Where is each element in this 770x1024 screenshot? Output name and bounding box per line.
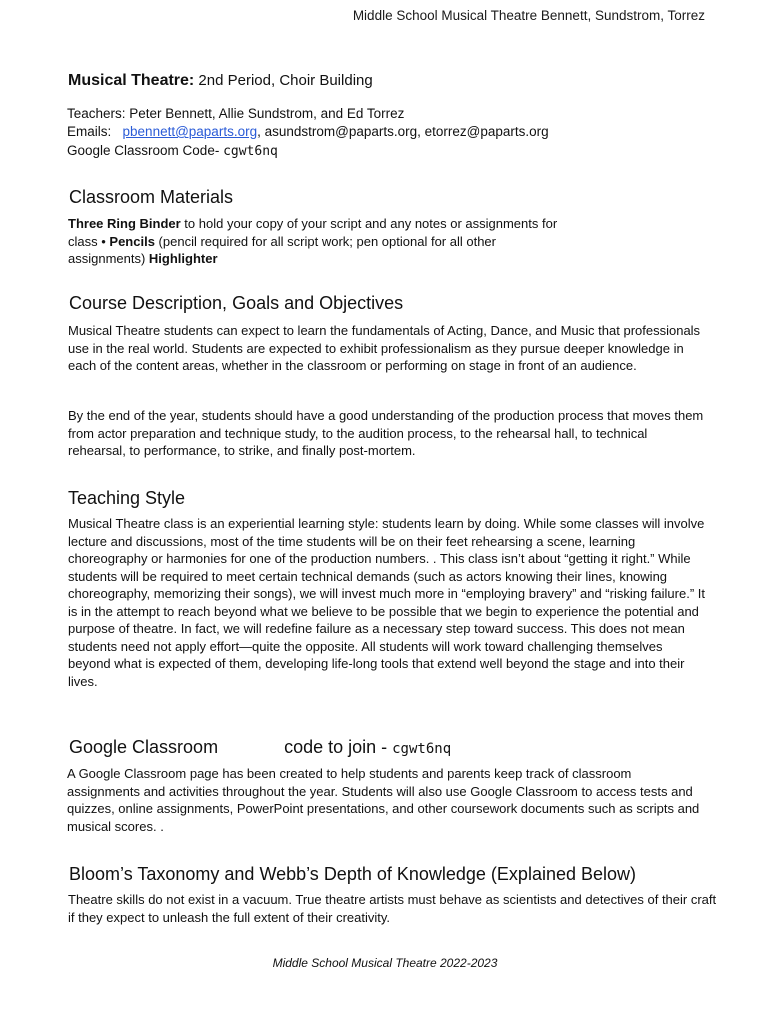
emails-rest: , asundstrom@paparts.org, etorrez@paparts.org (257, 124, 549, 139)
course-description-heading: Course Description, Goals and Objectives (69, 293, 404, 313)
google-classroom-title: Google Classroom (69, 737, 219, 757)
google-classroom-join-label: code to join - (284, 737, 393, 757)
material-pencils: Pencils (109, 233, 155, 249)
material-pencils-desc: (pencil required for all script work; pen optional for all other (154, 233, 496, 249)
teaching-style-para: Musical Theatre class is an experiential learning style: students learn by doing. While some classes will involve lecture and discussions, most of the time students will be on their feet rehearsing a scene, learning choreography or harmonies for one of the production numbers. . This class isn’t about “getting it right.” While students will be required to meet certain technical demands (such as actors knowing their lines, knowing choreography, memorizing their songs), we will invest much more in “employing bravery” and “risking failure.” It is in the attempt to reach beyond what we believe to be possible that we begin to experience the potential and purpose of theatre. In fact, we will redefine failure as a necessary step toward success. This does not mean students need not apply effort—quite the opposite. All students will work toward challenging themselves beyond what is expected of them, developing life-long tools that extend well beyond the stage and into their lives. (68, 516, 705, 689)
page-footer: Middle School Musical Theatre 2022-2023 (272, 956, 498, 970)
email-link-pbennett[interactable]: pbennett@paparts.org (122, 124, 258, 139)
running-header: Middle School Musical Theatre Bennett, Sundstrom, Torrez (352, 8, 705, 23)
google-classroom-code: cgwt6nq (392, 741, 452, 757)
teachers-line: Teachers: Peter Bennett, Allie Sundstrom, and Ed Torrez (67, 106, 405, 121)
course-name: Musical Theatre: (68, 72, 195, 89)
blooms-para: Theatre skills do not exist in a vacuum. True theatre artists must behave as scientists and detectives of their craft if they expect to unleash the full extent of their creativity. (68, 892, 717, 925)
google-classroom-para: A Google Classroom page has been created to help students and parents keep track of classroom assignments and activities throughout the year. Students will also use Google Classroom to access tests and quizzes, online assignments, PowerPoint presentations, and other coursework documents such as scripts and musical scores. . (67, 766, 700, 834)
materials-heading: Classroom Materials (69, 187, 234, 207)
material-binder: Three Ring Binder (68, 216, 181, 231)
material-binder-desc: to hold your copy of your script and any notes or assignments for (180, 216, 558, 231)
course-title (68, 72, 373, 90)
google-classroom-heading (69, 737, 451, 758)
classroom-code-line (67, 142, 278, 161)
course-description-para-1: Musical Theatre students can expect to learn the fundamentals of Acting, Dance, and Music that professionals use in the real world. Students are expected to exhibit professionalism as they pursue deeper knowledge in each of the content areas, whether in the classroom or performing on stage in front of an audience. (68, 323, 701, 373)
teaching-style-heading: Teaching Style (68, 488, 186, 508)
materials-text (68, 215, 708, 268)
emails-line (67, 123, 549, 141)
material-pencils-desc-cont: assignments) (68, 251, 149, 266)
classroom-code-label: Google Classroom Code- (67, 143, 224, 158)
material-highlighter: Highlighter (148, 251, 218, 266)
blooms-heading: Bloom’s Taxonomy and Webb’s Depth of Knowledge (Explained Below) (69, 864, 636, 884)
course-period: 2nd Period, Choir Building (194, 72, 373, 89)
course-description-para-2: By the end of the year, students should have a good understanding of the production process that moves them from actor preparation and technique study, to the audition process, to the rehearsal hall, to technical rehearsal, to performance, to strike, and finally post-mortem. (68, 408, 704, 458)
material-binder-desc-cont: class • (68, 233, 110, 249)
emails-label: Emails: (67, 124, 112, 139)
classroom-code: cgwt6nq (223, 144, 278, 159)
